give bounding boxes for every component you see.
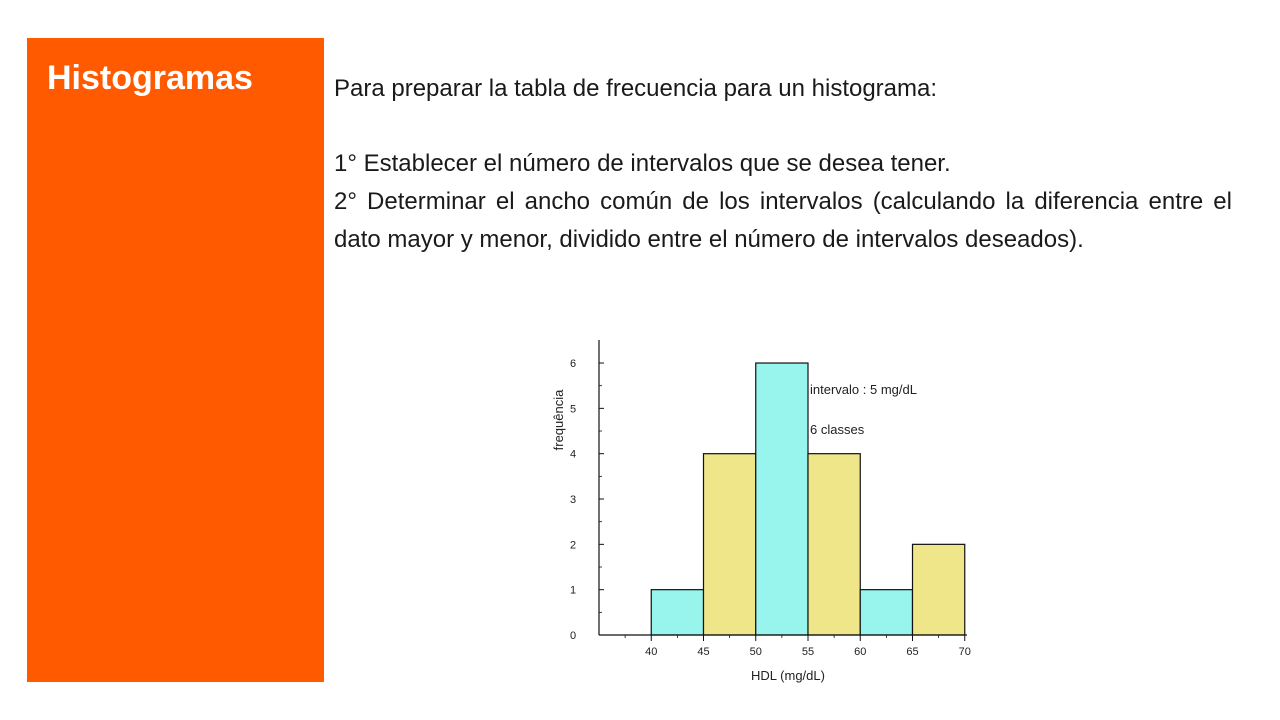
y-tick-label: 2 — [569, 539, 577, 552]
histogram-svg — [540, 330, 980, 690]
y-tick-label: 6 — [569, 358, 577, 371]
histogram-bar — [651, 590, 703, 635]
histogram-bar — [704, 454, 756, 635]
x-tick-label: 70 — [958, 646, 971, 658]
step-1-text: 1° Establecer el número de intervalos que se desea tener. — [334, 150, 951, 177]
x-tick-label: 45 — [697, 646, 710, 658]
step-2-text: 2° Determinar el ancho común de los intervalos (calculando la diferencia entre el dato mayor y menor, dividido entre el número de intervalos deseados). — [334, 188, 1232, 253]
slide-title: Histogramas — [47, 59, 253, 97]
y-tick-label: 3 — [569, 494, 577, 507]
slide-body — [334, 70, 1232, 259]
y-tick-label: 4 — [569, 448, 577, 461]
annotation-interval: intervalo : 5 mg/dL — [810, 382, 917, 397]
y-tick-label: 5 — [569, 403, 577, 416]
annotation-classes: 6 classes — [810, 422, 865, 437]
intro-text: Para preparar la tabla de frecuencia para un histograma: — [334, 75, 938, 102]
y-tick-label: 0 — [569, 630, 577, 642]
x-tick-label: 65 — [906, 646, 919, 658]
y-axis-label: frequência — [551, 389, 566, 451]
histogram-bar — [913, 544, 965, 635]
histogram-bar — [756, 363, 808, 635]
sidebar-panel — [27, 38, 324, 682]
x-tick-label: 55 — [801, 646, 815, 658]
x-tick-label: 40 — [645, 646, 658, 658]
x-tick-label: 60 — [854, 646, 867, 658]
histogram-chart — [540, 330, 980, 690]
x-axis-label: HDL (mg/dL) — [751, 668, 825, 683]
y-tick-label: 1 — [569, 584, 577, 597]
histogram-bar — [860, 590, 912, 635]
x-tick-label: 50 — [749, 646, 762, 658]
histogram-bar — [808, 454, 860, 635]
